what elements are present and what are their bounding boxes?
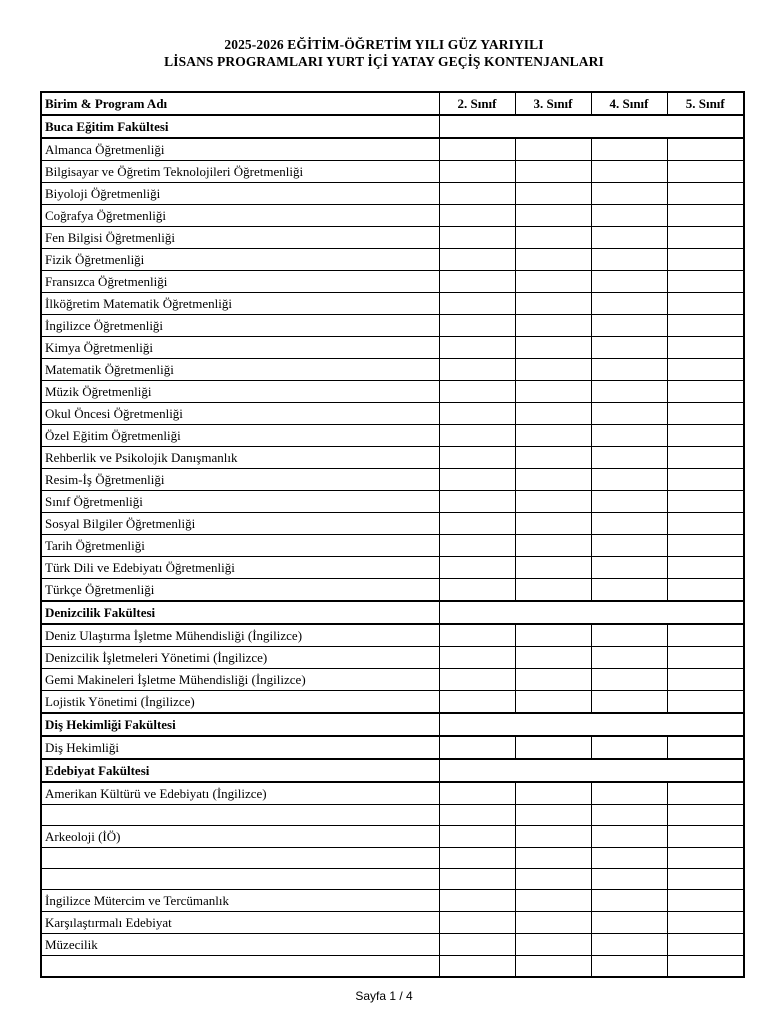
quota-cell-grade-5 [667, 183, 744, 205]
table-body [41, 115, 744, 977]
program-row [41, 890, 744, 912]
quota-cell-grade-2 [439, 205, 515, 227]
quota-cell-grade-2 [439, 359, 515, 381]
quota-cell-grade-3 [515, 912, 591, 934]
program-name: Tarih Öğretmenliği [41, 535, 439, 557]
quota-cell-grade-3 [515, 535, 591, 557]
program-row [41, 691, 744, 714]
quota-cell-grade-5 [667, 848, 744, 869]
quota-cell-grade-3 [515, 205, 591, 227]
program-row [41, 447, 744, 469]
quota-cell-grade-5 [667, 912, 744, 934]
quota-cell-grade-3 [515, 138, 591, 161]
quota-cell-grade-4 [591, 624, 667, 647]
table-header-row [41, 92, 744, 115]
quota-cell-grade-5 [667, 782, 744, 805]
header-program-name: Birim & Program Adı [41, 92, 439, 115]
program-name: Denizcilik İşletmeleri Yönetimi (İngilizce) [41, 647, 439, 669]
program-name: Sınıf Öğretmenliği [41, 491, 439, 513]
quota-cell-grade-2 [439, 869, 515, 890]
quota-cell-grade-5 [667, 934, 744, 956]
quota-cell-grade-2 [439, 491, 515, 513]
faculty-quota-span [439, 759, 744, 782]
program-name: Okul Öncesi Öğretmenliği [41, 403, 439, 425]
quota-cell-grade-4 [591, 956, 667, 977]
quota-cell-grade-5 [667, 249, 744, 271]
quota-cell-grade-5 [667, 337, 744, 359]
quota-cell-grade-4 [591, 138, 667, 161]
quota-cell-grade-4 [591, 293, 667, 315]
program-row [41, 869, 744, 890]
quota-cell-grade-2 [439, 337, 515, 359]
quota-cell-grade-4 [591, 271, 667, 293]
quota-cell-grade-5 [667, 359, 744, 381]
faculty-quota-span [439, 713, 744, 736]
program-name: Bilgisayar ve Öğretim Teknolojileri Öğretmenliği [41, 161, 439, 183]
quota-cell-grade-3 [515, 647, 591, 669]
faculty-name: Denizcilik Fakültesi [41, 601, 439, 624]
quota-cell-grade-3 [515, 624, 591, 647]
program-row [41, 579, 744, 602]
program-row [41, 271, 744, 293]
program-name: İlköğretim Matematik Öğretmenliği [41, 293, 439, 315]
program-row [41, 138, 744, 161]
quota-cell-grade-4 [591, 579, 667, 602]
program-name [41, 848, 439, 869]
program-name: Türk Dili ve Edebiyatı Öğretmenliği [41, 557, 439, 579]
quota-cell-grade-2 [439, 934, 515, 956]
faculty-name: Diş Hekimliği Fakültesi [41, 713, 439, 736]
program-row [41, 315, 744, 337]
quota-cell-grade-2 [439, 912, 515, 934]
quota-cell-grade-5 [667, 647, 744, 669]
program-name: İngilizce Mütercim ve Tercümanlık [41, 890, 439, 912]
quota-cell-grade-3 [515, 782, 591, 805]
quota-cell-grade-5 [667, 205, 744, 227]
program-name: Kimya Öğretmenliği [41, 337, 439, 359]
header-grade-2: 2. Sınıf [439, 92, 515, 115]
quota-cell-grade-2 [439, 271, 515, 293]
faculty-row [41, 759, 744, 782]
quota-cell-grade-2 [439, 669, 515, 691]
program-row [41, 848, 744, 869]
document-title [0, 36, 768, 70]
program-row [41, 227, 744, 249]
quota-cell-grade-4 [591, 647, 667, 669]
quota-cell-grade-4 [591, 826, 667, 848]
program-row [41, 359, 744, 381]
program-name: Matematik Öğretmenliği [41, 359, 439, 381]
faculty-quota-span [439, 601, 744, 624]
program-name [41, 956, 439, 977]
program-name: Arkeoloji (İÖ) [41, 826, 439, 848]
quota-cell-grade-2 [439, 579, 515, 602]
quota-cell-grade-4 [591, 491, 667, 513]
quota-cell-grade-4 [591, 337, 667, 359]
faculty-row [41, 713, 744, 736]
quota-cell-grade-2 [439, 535, 515, 557]
quota-cell-grade-3 [515, 934, 591, 956]
quota-cell-grade-2 [439, 315, 515, 337]
quota-cell-grade-4 [591, 890, 667, 912]
header-grade-5: 5. Sınıf [667, 92, 744, 115]
quota-cell-grade-5 [667, 315, 744, 337]
quota-cell-grade-4 [591, 912, 667, 934]
program-name [41, 869, 439, 890]
quota-cell-grade-2 [439, 848, 515, 869]
quota-cell-grade-2 [439, 956, 515, 977]
quota-cell-grade-2 [439, 249, 515, 271]
program-name: Türkçe Öğretmenliği [41, 579, 439, 602]
quota-cell-grade-2 [439, 782, 515, 805]
program-row [41, 934, 744, 956]
quota-cell-grade-3 [515, 491, 591, 513]
quota-cell-grade-5 [667, 447, 744, 469]
program-row [41, 557, 744, 579]
quota-cell-grade-2 [439, 161, 515, 183]
quota-cell-grade-3 [515, 669, 591, 691]
quota-cell-grade-2 [439, 469, 515, 491]
quota-cell-grade-3 [515, 425, 591, 447]
program-row [41, 183, 744, 205]
quota-cell-grade-3 [515, 579, 591, 602]
program-name: Sosyal Bilgiler Öğretmenliği [41, 513, 439, 535]
quota-cell-grade-5 [667, 890, 744, 912]
quota-cell-grade-3 [515, 691, 591, 714]
program-row [41, 513, 744, 535]
quota-cell-grade-5 [667, 469, 744, 491]
quota-cell-grade-5 [667, 425, 744, 447]
program-row [41, 161, 744, 183]
quota-cell-grade-2 [439, 513, 515, 535]
quota-cell-grade-4 [591, 691, 667, 714]
quota-cell-grade-4 [591, 359, 667, 381]
quota-cell-grade-3 [515, 557, 591, 579]
program-name: Biyoloji Öğretmenliği [41, 183, 439, 205]
program-row [41, 293, 744, 315]
quota-cell-grade-4 [591, 513, 667, 535]
quota-cell-grade-4 [591, 469, 667, 491]
quota-cell-grade-5 [667, 691, 744, 714]
quota-cell-grade-3 [515, 848, 591, 869]
program-row [41, 736, 744, 759]
quota-cell-grade-5 [667, 805, 744, 826]
program-row [41, 337, 744, 359]
quota-cell-grade-3 [515, 183, 591, 205]
quota-table [40, 91, 745, 978]
quota-cell-grade-5 [667, 535, 744, 557]
quota-cell-grade-2 [439, 447, 515, 469]
quota-cell-grade-4 [591, 161, 667, 183]
quota-cell-grade-3 [515, 469, 591, 491]
quota-cell-grade-2 [439, 425, 515, 447]
program-row [41, 805, 744, 826]
program-name: Fransızca Öğretmenliği [41, 271, 439, 293]
quota-cell-grade-5 [667, 869, 744, 890]
quota-cell-grade-4 [591, 848, 667, 869]
quota-cell-grade-2 [439, 890, 515, 912]
title-line-2: LİSANS PROGRAMLARI YURT İÇİ YATAY GEÇİŞ KONTENJANLARI [164, 54, 604, 69]
program-row [41, 381, 744, 403]
quota-cell-grade-3 [515, 359, 591, 381]
program-name: Diş Hekimliği [41, 736, 439, 759]
quota-cell-grade-3 [515, 227, 591, 249]
program-name: Karşılaştırmalı Edebiyat [41, 912, 439, 934]
quota-cell-grade-3 [515, 736, 591, 759]
program-name: Deniz Ulaştırma İşletme Mühendisliği (İngilizce) [41, 624, 439, 647]
quota-cell-grade-3 [515, 826, 591, 848]
quota-cell-grade-5 [667, 491, 744, 513]
quota-cell-grade-3 [515, 293, 591, 315]
program-name: Gemi Makineleri İşletme Mühendisliği (İngilizce) [41, 669, 439, 691]
page-number: Sayfa 1 / 4 [355, 989, 413, 1003]
quota-cell-grade-4 [591, 934, 667, 956]
program-row [41, 912, 744, 934]
faculty-name: Buca Eğitim Fakültesi [41, 115, 439, 138]
quota-cell-grade-5 [667, 227, 744, 249]
quota-cell-grade-5 [667, 624, 744, 647]
quota-cell-grade-5 [667, 557, 744, 579]
quota-cell-grade-4 [591, 425, 667, 447]
faculty-row [41, 601, 744, 624]
program-row [41, 249, 744, 271]
quota-cell-grade-4 [591, 205, 667, 227]
quota-cell-grade-4 [591, 249, 667, 271]
program-row [41, 425, 744, 447]
program-name: İngilizce Öğretmenliği [41, 315, 439, 337]
quota-cell-grade-3 [515, 381, 591, 403]
quota-cell-grade-2 [439, 624, 515, 647]
quota-cell-grade-5 [667, 403, 744, 425]
quota-cell-grade-2 [439, 736, 515, 759]
quota-cell-grade-2 [439, 647, 515, 669]
program-row [41, 403, 744, 425]
quota-cell-grade-5 [667, 579, 744, 602]
quota-cell-grade-2 [439, 227, 515, 249]
program-row [41, 469, 744, 491]
program-name: Rehberlik ve Psikolojik Danışmanlık [41, 447, 439, 469]
quota-cell-grade-3 [515, 869, 591, 890]
program-name: Özel Eğitim Öğretmenliği [41, 425, 439, 447]
quota-cell-grade-3 [515, 447, 591, 469]
quota-cell-grade-5 [667, 669, 744, 691]
program-name: Coğrafya Öğretmenliği [41, 205, 439, 227]
quota-cell-grade-3 [515, 271, 591, 293]
faculty-name: Edebiyat Fakültesi [41, 759, 439, 782]
quota-cell-grade-5 [667, 381, 744, 403]
quota-cell-grade-3 [515, 513, 591, 535]
quota-cell-grade-5 [667, 138, 744, 161]
quota-cell-grade-4 [591, 183, 667, 205]
program-row [41, 669, 744, 691]
quota-cell-grade-2 [439, 557, 515, 579]
quota-cell-grade-4 [591, 447, 667, 469]
quota-cell-grade-2 [439, 183, 515, 205]
program-name: Amerikan Kültürü ve Edebiyatı (İngilizce) [41, 782, 439, 805]
faculty-row [41, 115, 744, 138]
quota-cell-grade-4 [591, 381, 667, 403]
quota-cell-grade-4 [591, 869, 667, 890]
quota-cell-grade-4 [591, 315, 667, 337]
program-row [41, 535, 744, 557]
quota-cell-grade-4 [591, 782, 667, 805]
program-row [41, 782, 744, 805]
program-name [41, 805, 439, 826]
program-row [41, 647, 744, 669]
quota-cell-grade-4 [591, 535, 667, 557]
quota-cell-grade-5 [667, 161, 744, 183]
quota-cell-grade-4 [591, 227, 667, 249]
quota-cell-grade-2 [439, 691, 515, 714]
quota-cell-grade-2 [439, 293, 515, 315]
program-name: Resim-İş Öğretmenliği [41, 469, 439, 491]
quota-cell-grade-4 [591, 736, 667, 759]
quota-cell-grade-5 [667, 826, 744, 848]
header-grade-3: 3. Sınıf [515, 92, 591, 115]
quota-cell-grade-4 [591, 805, 667, 826]
program-row [41, 956, 744, 977]
quota-cell-grade-5 [667, 293, 744, 315]
header-grade-4: 4. Sınıf [591, 92, 667, 115]
quota-cell-grade-4 [591, 557, 667, 579]
quota-cell-grade-5 [667, 956, 744, 977]
quota-cell-grade-3 [515, 337, 591, 359]
program-name: Müzik Öğretmenliği [41, 381, 439, 403]
quota-cell-grade-2 [439, 403, 515, 425]
program-name: Müzecilik [41, 934, 439, 956]
program-name: Fizik Öğretmenliği [41, 249, 439, 271]
quota-cell-grade-3 [515, 249, 591, 271]
quota-cell-grade-3 [515, 805, 591, 826]
program-name: Lojistik Yönetimi (İngilizce) [41, 691, 439, 714]
quota-cell-grade-4 [591, 669, 667, 691]
program-row [41, 491, 744, 513]
quota-cell-grade-3 [515, 403, 591, 425]
quota-cell-grade-3 [515, 161, 591, 183]
program-row [41, 205, 744, 227]
quota-cell-grade-2 [439, 138, 515, 161]
quota-cell-grade-5 [667, 513, 744, 535]
program-row [41, 826, 744, 848]
program-row [41, 624, 744, 647]
quota-cell-grade-3 [515, 956, 591, 977]
quota-cell-grade-5 [667, 736, 744, 759]
quota-cell-grade-2 [439, 826, 515, 848]
program-name: Almanca Öğretmenliği [41, 138, 439, 161]
faculty-quota-span [439, 115, 744, 138]
quota-cell-grade-3 [515, 315, 591, 337]
quota-cell-grade-5 [667, 271, 744, 293]
quota-cell-grade-3 [515, 890, 591, 912]
quota-cell-grade-2 [439, 381, 515, 403]
program-name: Fen Bilgisi Öğretmenliği [41, 227, 439, 249]
quota-cell-grade-4 [591, 403, 667, 425]
title-line-1: 2025-2026 EĞİTİM-ÖĞRETİM YILI GÜZ YARIYILI [224, 37, 544, 52]
quota-cell-grade-2 [439, 805, 515, 826]
